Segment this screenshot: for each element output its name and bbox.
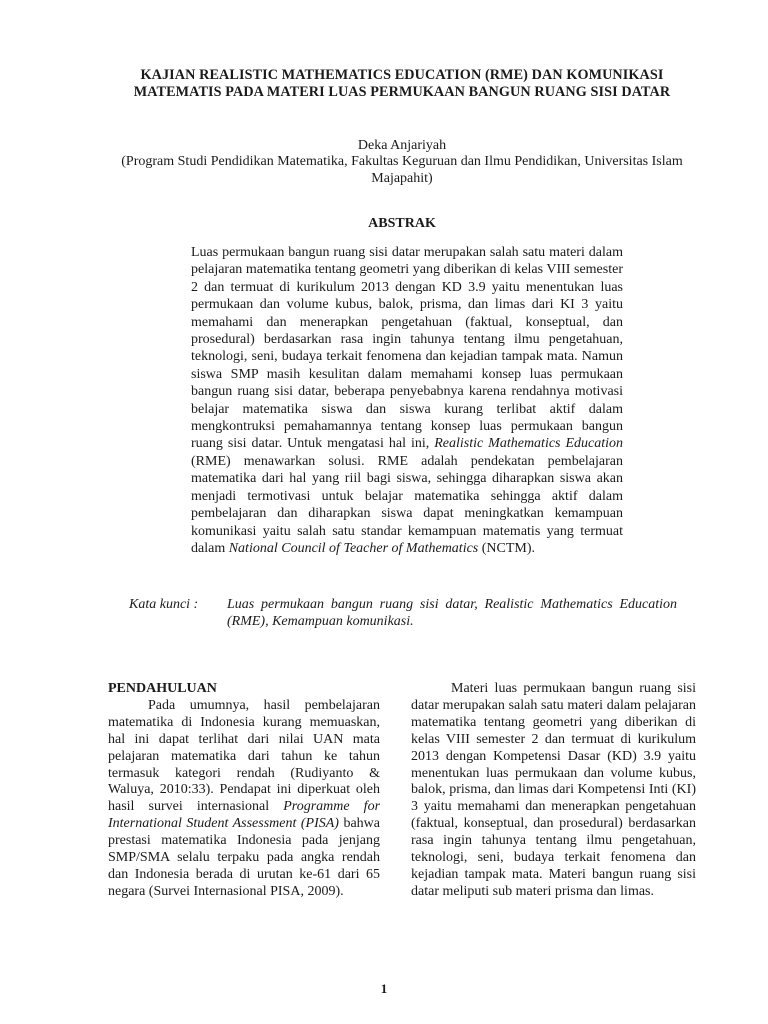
page-number: 1: [380, 981, 388, 996]
abstract-italic-rme: Realistic Mathematics Education: [434, 436, 624, 452]
abstract-text-2: (RME) menawarkan solusi. RME adalah pendekatan pembelajaran matematika dari hal yang riil bagi siswa, sehingga diharapkan siswa akan menjadi termotivasi untuk belajar matematika sehingga aktif dalam pembelajaran dan diharapkan siswa dapat meningkatkan kemampuan komunikasi yaitu salah satu standar kemampuan matematis yang termuat dalam: [191, 453, 623, 556]
keywords-block: [129, 596, 677, 630]
abstract-text-3: (NCTM).: [481, 540, 536, 556]
abstract-paragraph: [191, 244, 623, 557]
author-name: Deka Anjariyah: [357, 138, 447, 153]
intro-paragraph-left: [108, 698, 380, 901]
abstract-text-1: Luas permukaan bangun ruang sisi datar merupakan salah satu materi dalam pelajaran matematika tentang geometri yang diberikan di kelas VIII semester 2 dan termuat di kurikulum 2013 dengan KD 3.9 yaitu menentukan luas permukaan dan volume kubus, balok, prisma, dan limas dari KI 3 yaitu memahami dan menerapkan pengetahuan (faktual, konseptual, dan prosedural) berdasarkan rasa ingin tahunya tentang ilmu pengetahuan, teknologi, seni, budaya terkait fenomena dan kejadian tampak mata. Namun siswa SMP masih kesulitan dalam memahami konsep luas permukaan bangun ruang sisi datar, beberapa penyebabnya karena rendahnya motivasi belajar matematika siswa dan siswa kurang terlibat aktif dalam mengkontruksi pemahamannya tentang konsep luas permukaan bangun ruang sisi datar. Untuk mengatasi hal ini,: [191, 245, 623, 452]
abstract-heading: ABSTRAK: [368, 216, 436, 231]
right-column: [411, 681, 696, 901]
left-column: [108, 681, 380, 901]
intro-paragraph-right: Materi luas permukaan bangun ruang sisi datar merupakan salah satu materi dalam pelajaran matematika tentang geometri yang diberikan di kelas VIII semester 2 dan termuat di kurikulum 2013 dengan Kompetensi Dasar (KD) 3.9 yaitu menentukan luas permukaan dan volume kubus, balok, prisma, dan limas dari Kompetensi Inti (KI) 3 yaitu memahami dan menerapkan pengetahuan (faktual, konseptual, dan prosedural) berdasarkan rasa ingin tahunya tentang ilmu pengetahuan, teknologi, seni, budaya terkait fenomena dan kejadian tampak mata. Materi bangun ruang sisi datar meliputi sub materi prisma dan limas.: [411, 681, 696, 899]
paper-title: KAJIAN REALISTIC MATHEMATICS EDUCATION (RME) DAN KOMUNIKASI MATEMATIS PADA MATERI LUAS PERMUKAAN BANGUN RUANG SISI DATAR: [133, 67, 671, 100]
keywords-label: Kata kunci :: [129, 597, 199, 612]
author-affiliation: (Program Studi Pendidikan Matematika, Fakultas Keguruan dan Ilmu Pendidikan, Universitas Islam Majapahit): [121, 154, 683, 186]
keywords-text: Luas permukaan bangun ruang sisi datar, Realistic Mathematics Education (RME), Kemampuan komunikasi.: [227, 597, 677, 629]
intro-left-text-2: bahwa prestasi matematika Indonesia pada jenjang SMP/SMA selalu terpaku pada angka rendah dan Indonesia berada di urutan ke-61 dari 65 negara (Survei Internasional PISA, 2009).: [108, 816, 380, 899]
intro-left-italic-pisa: Programme for International Student Assessment (PISA): [108, 799, 381, 832]
abstract-body: [191, 244, 623, 557]
section-heading-pendahuluan: PENDAHULUAN: [108, 681, 217, 696]
abstract-italic-nctm: National Council of Teacher of Mathematics: [228, 540, 479, 556]
intro-left-text-1: Pada umumnya, hasil pembelajaran matematika di Indonesia kurang memuaskan, hal ini dapat terlihat dari nilai UAN mata pelajaran matematika dari tahun ke tahun termasuk kategori rendah (Rudiyanto & Waluya, 2010:33). Pendapat ini diperkuat oleh hasil survei internasional: [108, 697, 380, 815]
